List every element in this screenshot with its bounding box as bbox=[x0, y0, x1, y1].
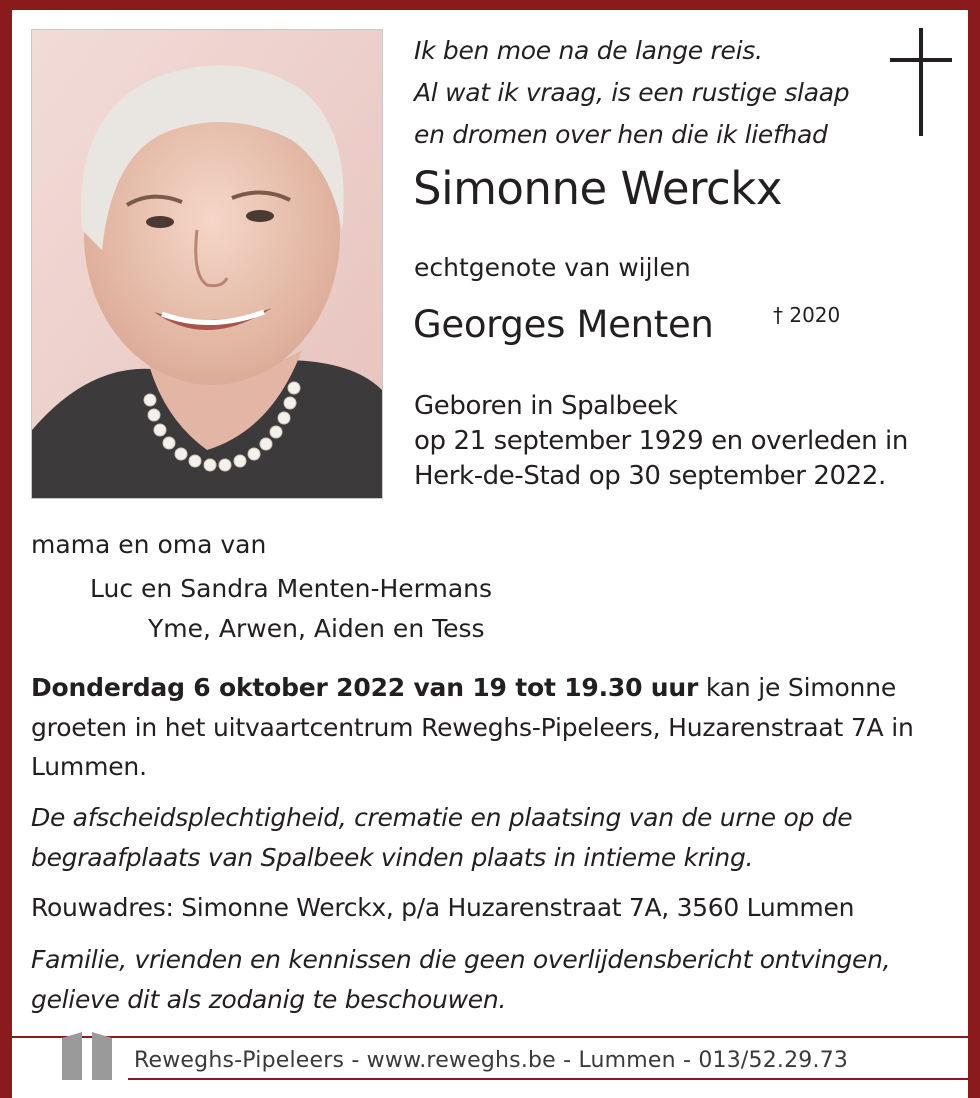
life-details bbox=[414, 389, 908, 494]
poem bbox=[414, 30, 849, 156]
ceremony-text: De afscheidsplechtigheid, crematie en plaatsing van de urne op de begraafplaats van Spalbeek vinden plaats in intieme kring. bbox=[31, 803, 853, 872]
family-intro: mama en oma van bbox=[31, 530, 267, 559]
frame-border-left bbox=[0, 0, 12, 1098]
life-line: op 21 september 1929 en overleden in bbox=[414, 426, 908, 456]
spouse-death-year: † 2020 bbox=[773, 303, 841, 327]
portrait-photo bbox=[31, 29, 383, 499]
life-line: Geboren in Spalbeek bbox=[414, 391, 678, 421]
footer-contact: Reweghs-Pipeleers - www.reweghs.be - Lummen - 013/52.29.73 bbox=[134, 1048, 849, 1073]
funeral-home-logo-icon bbox=[60, 1022, 116, 1086]
poem-line: Al wat ik vraag, is een rustige slaap bbox=[414, 78, 850, 107]
deceased-name: Simonne Werckx bbox=[413, 162, 782, 215]
visitation-details: kan je Simonne groeten in het uitvaartcentrum Reweghs-Pipeleers, Huzarenstraat 7A in Lummen. bbox=[31, 673, 914, 781]
family-children: Luc en Sandra Menten-Hermans bbox=[90, 574, 493, 603]
spouse-name: Georges Menten bbox=[413, 303, 714, 346]
poem-line: en dromen over hen die ik liefhad bbox=[414, 120, 828, 149]
spouse-intro: echtgenote van wijlen bbox=[414, 253, 691, 282]
frame-border-right bbox=[968, 0, 980, 1098]
cross-icon bbox=[890, 28, 954, 142]
footer-divider bbox=[12, 1036, 968, 1038]
poem-line: Ik ben moe na de lange reis. bbox=[414, 36, 763, 65]
visitation-text bbox=[31, 668, 966, 787]
frame-border-top bbox=[0, 0, 980, 10]
life-line: Herk-de-Stad op 30 september 2022. bbox=[414, 461, 886, 491]
visitation-date: Donderdag 6 oktober 2022 van 19 tot 19.30 uur bbox=[31, 673, 699, 702]
notice-text: Familie, vrienden en kennissen die geen overlijdensbericht ontvingen, gelieve dit als zodanig te beschouwen. bbox=[31, 945, 891, 1014]
family-grandchildren: Yme, Arwen, Aiden en Tess bbox=[148, 614, 485, 643]
footer-divider bbox=[128, 1078, 968, 1080]
mourning-address: Rouwadres: Simonne Werckx, p/a Huzarenstraat 7A, 3560 Lummen bbox=[31, 893, 855, 922]
